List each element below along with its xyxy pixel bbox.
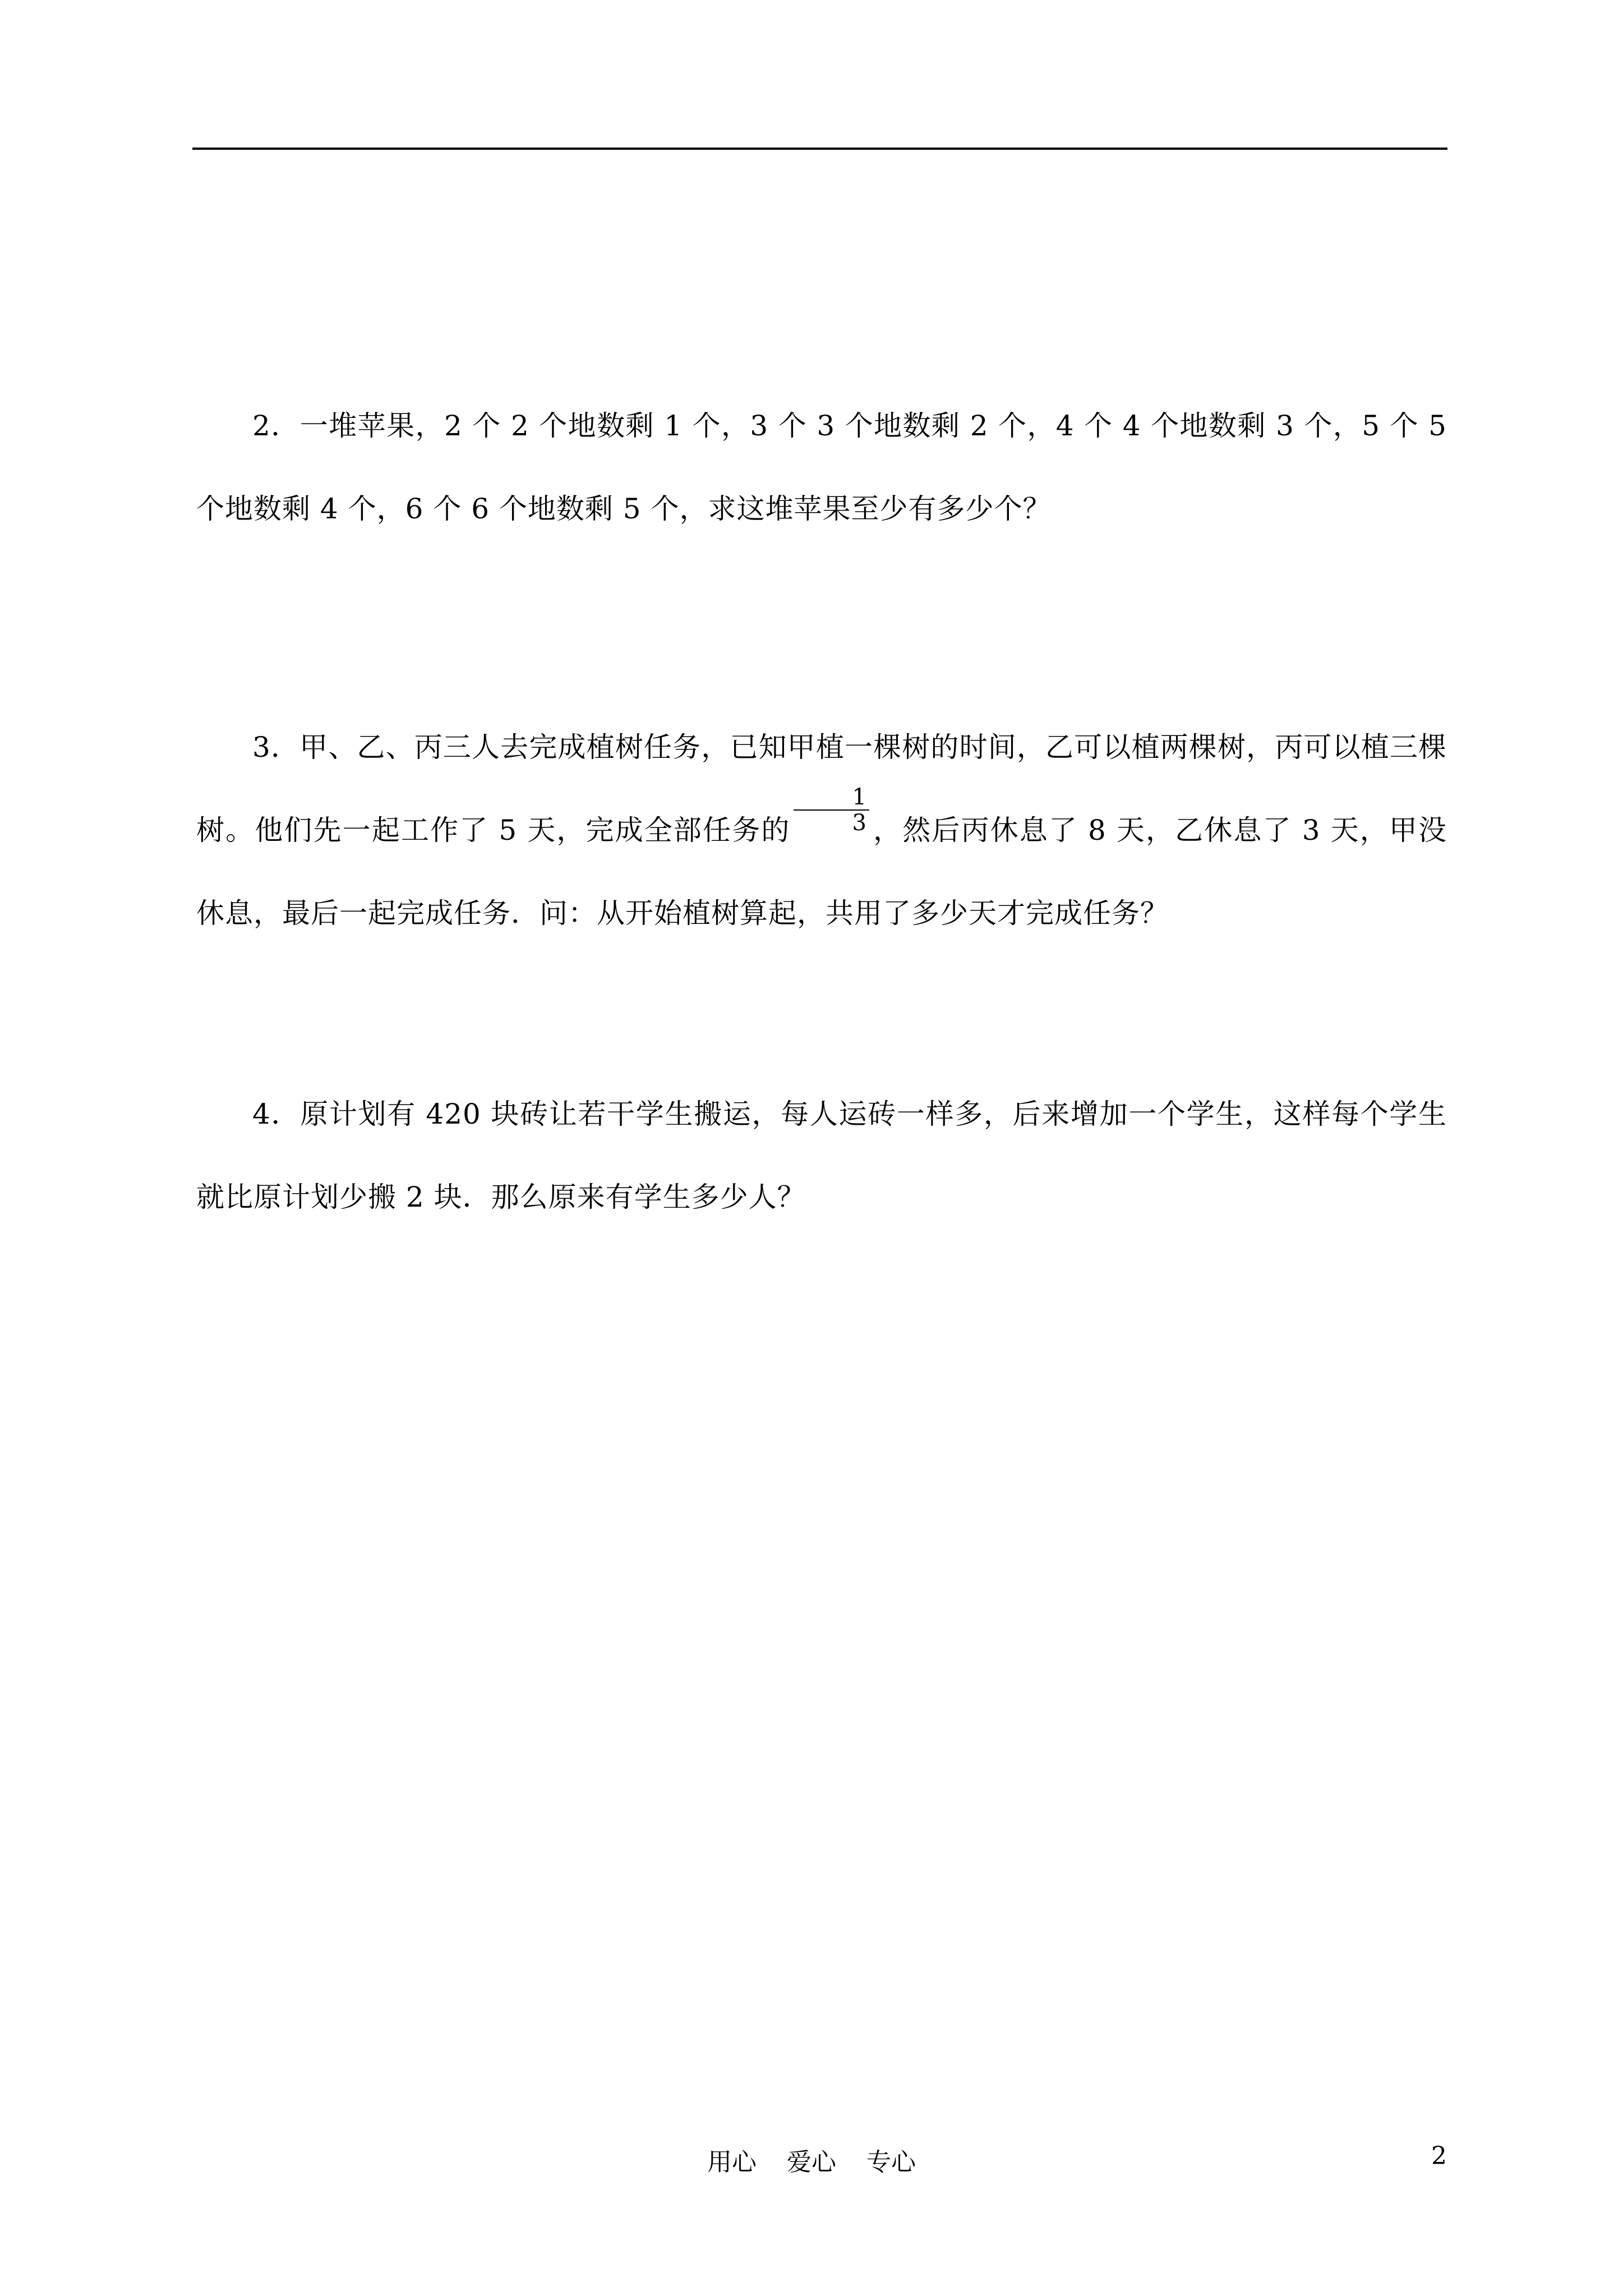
fraction-denominator: 3: [852, 810, 867, 836]
footer-motto: 用心 爱心 专心: [707, 2148, 916, 2177]
problem-3-text-before: 3．甲、乙、丙三人去完成植树任务，已知甲植一棵树的时间，乙可以植两棵树，丙可以植三棵树。他们先一起工作了 5 天，完成全部任务的: [196, 731, 1447, 846]
problem-3: [196, 706, 1447, 955]
problem-3-text-after: ，然后丙休息了 8 天，乙休息了 3 天，甲没休息，最后一起完成任务．问：从开始植树算起，共用了多少天才完成任务？: [196, 814, 1447, 930]
problem-2-text: 2．一堆苹果，2 个 2 个地数剩 1 个，3 个 3 个地数剩 2 个，4 个 4 个地数剩 3 个，5 个 5 个地数剩 4 个，6 个 6 个地数剩 5 个，求这堆苹果至少有多少个？: [196, 409, 1447, 525]
page-number: 2: [1431, 2142, 1447, 2170]
header-rule: [192, 148, 1447, 150]
fraction-numerator: 1: [794, 785, 869, 811]
problem-3-text: [196, 706, 1447, 955]
problem-4-text: 4．原计划有 420 块砖让若干学生搬运，每人运砖一样多，后来增加一个学生，这样每个学生就比原计划少搬 2 块．那么原来有学生多少人？: [196, 1098, 1447, 1213]
problem-4: [196, 1073, 1447, 1239]
fraction-one-third: [794, 785, 869, 835]
problem-2: [196, 384, 1447, 550]
